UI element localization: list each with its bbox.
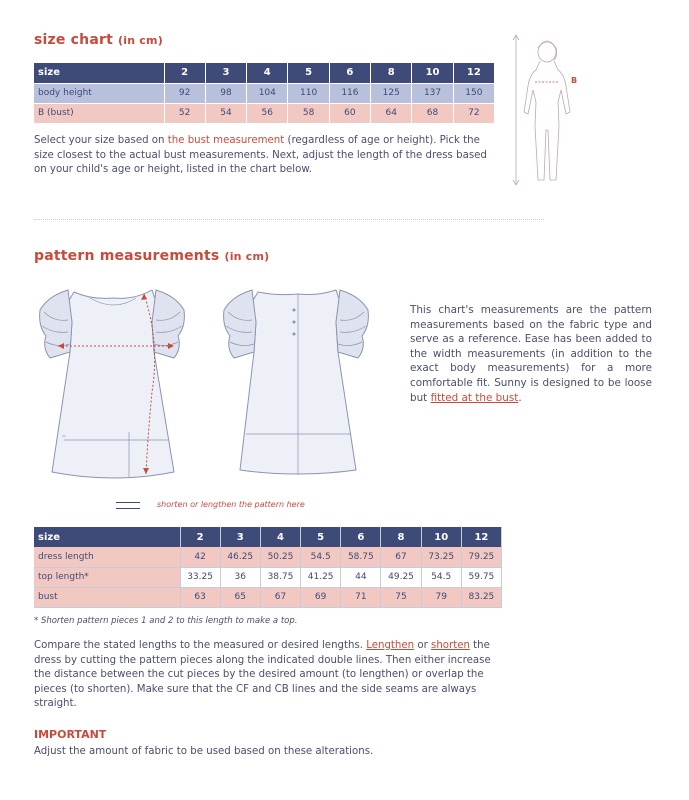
table-header-row	[34, 527, 502, 547]
table-cell: 137	[412, 83, 453, 103]
double-line-icon	[116, 502, 140, 509]
table-row	[34, 103, 495, 123]
child-body-figure	[506, 30, 586, 190]
table-cell: 54.5	[301, 547, 341, 567]
size-instructions	[34, 134, 498, 178]
pattern-unit: (in cm)	[224, 250, 270, 263]
fitted-bust-link[interactable]: fitted at the bust	[430, 391, 519, 404]
table-cell: 79	[421, 587, 461, 607]
table-row	[34, 567, 502, 587]
pattern-table	[34, 527, 502, 608]
table-cell: 54	[205, 103, 246, 123]
table-cell: 58.75	[341, 547, 381, 567]
table-cell: 75	[381, 587, 421, 607]
table-cell: 52	[164, 103, 205, 123]
table-cell: 56	[247, 103, 288, 123]
compare-text-end: the dress by cutting the pattern pieces along the indicated double lines. Then either increase the distance between the cut pieces by the desired amount (to lengthen) or overlap the pieces (to shorten). Make sure that the CF and CB lines and the side seams are always straight.	[34, 640, 491, 710]
row-label: bust	[34, 587, 180, 607]
important-heading: IMPORTANT	[34, 728, 107, 741]
table-header-cell: 2	[164, 63, 205, 83]
table-cell: 33.25	[180, 567, 220, 587]
pattern-title-text: pattern measurements	[34, 248, 220, 264]
row-label: dress length	[34, 547, 180, 567]
row-label: body height	[34, 83, 164, 103]
row-label: top length*	[34, 567, 180, 587]
size-chart-title-text: size chart	[34, 32, 113, 48]
table-cell: 42	[180, 547, 220, 567]
size-chart-unit: (in cm)	[118, 34, 163, 47]
compare-text: Compare the stated lengths to the measured or desired lengths.	[34, 640, 367, 651]
table-cell: 150	[453, 83, 494, 103]
table-header-cell: 12	[453, 63, 494, 83]
table-cell: 41.25	[301, 567, 341, 587]
table-cell: 72	[453, 103, 494, 123]
pattern-title	[34, 248, 269, 264]
table-cell: 69	[301, 587, 341, 607]
table-row	[34, 83, 495, 103]
pattern-note-end: .	[518, 391, 522, 404]
pattern-note	[410, 303, 652, 405]
table-cell: 36	[220, 567, 260, 587]
table-cell: 73.25	[421, 547, 461, 567]
important-text: Adjust the amount of fabric to be used based on these alterations.	[34, 746, 374, 757]
table-cell: 79.25	[461, 547, 501, 567]
table-cell: 68	[412, 103, 453, 123]
table-header-cell: 3	[205, 63, 246, 83]
compare-or: or	[414, 640, 432, 651]
table-header-cell: 12	[461, 527, 501, 547]
table-cell: 49.25	[381, 567, 421, 587]
table-row	[34, 587, 502, 607]
figure-bust-label: B	[571, 76, 578, 85]
table-cell: 104	[247, 83, 288, 103]
table-header-cell: 10	[421, 527, 461, 547]
table-header-cell: 2	[180, 527, 220, 547]
pattern-note-text: This chart's measurements are the pattern measurements based on the fabric type and serve as a reference. Ease has been added to the width measurements (in addition to the exact body measurements) for a more comfortable fit. Sunny is designed to be loose but	[410, 304, 652, 404]
table-cell: 92	[164, 83, 205, 103]
table-cell: 110	[288, 83, 329, 103]
table-header-cell: size	[34, 527, 180, 547]
table-cell: 50.25	[260, 547, 300, 567]
back-dress-illustration	[218, 282, 378, 482]
shorten-legend: shorten or lengthen the pattern here	[157, 500, 305, 509]
table-header-cell: 3	[220, 527, 260, 547]
instructions-text-end: (regardless of age or height). Pick the size closest to the actual bust measurements. Next, adjust the length of the dress based on your child's age or height, listed in the chart below.	[34, 135, 487, 176]
table-header-cell: 6	[341, 527, 381, 547]
table-row	[34, 547, 502, 567]
table-cell: 63	[180, 587, 220, 607]
size-chart-title	[34, 32, 163, 48]
table-header-cell: 8	[371, 63, 412, 83]
table-header-cell: 10	[412, 63, 453, 83]
table-cell: 125	[371, 83, 412, 103]
table-header-row	[34, 63, 495, 83]
compare-paragraph	[34, 639, 504, 712]
table-cell: 67	[260, 587, 300, 607]
table-cell: 64	[371, 103, 412, 123]
section-divider	[34, 219, 544, 220]
table-cell: 71	[341, 587, 381, 607]
footnote: * Shorten pattern pieces 1 and 2 to this length to make a top.	[34, 616, 298, 626]
table-cell: 60	[329, 103, 370, 123]
table-cell: 58	[288, 103, 329, 123]
table-header-cell: 4	[247, 63, 288, 83]
table-header-cell: 8	[381, 527, 421, 547]
table-cell: 59.75	[461, 567, 501, 587]
shorten-link[interactable]: shorten	[431, 640, 470, 651]
table-cell: 54.5	[421, 567, 461, 587]
table-cell: 98	[205, 83, 246, 103]
table-header-cell: 5	[288, 63, 329, 83]
row-label: B (bust)	[34, 103, 164, 123]
table-cell: 38.75	[260, 567, 300, 587]
table-cell: 65	[220, 587, 260, 607]
table-cell: 46.25	[220, 547, 260, 567]
size-chart-table	[34, 63, 495, 124]
front-dress-illustration	[34, 282, 194, 482]
table-cell: 116	[329, 83, 370, 103]
table-header-cell: 6	[329, 63, 370, 83]
table-header-cell: 4	[260, 527, 300, 547]
table-cell: 83.25	[461, 587, 501, 607]
table-cell: 44	[341, 567, 381, 587]
bust-highlight: the bust measurement	[167, 135, 285, 146]
instructions-text: Select your size based on	[34, 135, 168, 146]
table-cell: 67	[381, 547, 421, 567]
table-header-cell: 5	[301, 527, 341, 547]
table-header-cell: size	[34, 63, 164, 83]
lengthen-link[interactable]: Lengthen	[366, 640, 415, 651]
